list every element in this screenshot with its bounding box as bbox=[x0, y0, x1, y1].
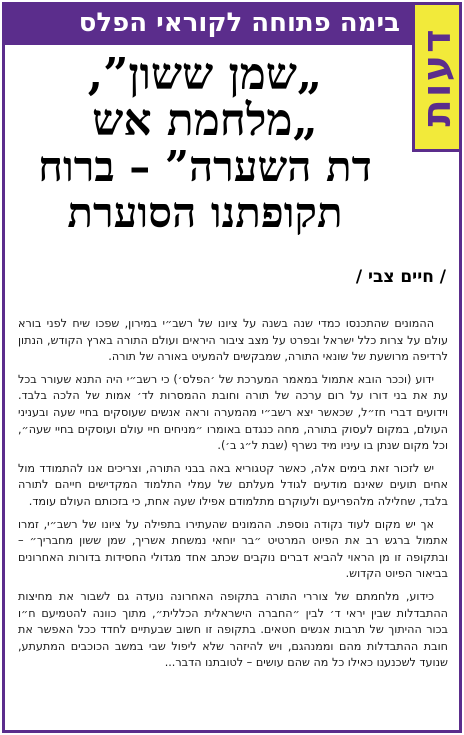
headline-line-3: דת השערה” – ברוח bbox=[38, 142, 372, 191]
body-paragraph: יש לזכור זאת בימים אלה, כאשר קטגוריא באה בבני התורה, וצריכים אנו להתמודד מול אחים תועים שאינם מודעים לגודל מעלתם של עמלי התלמוד המקדישים חייהם לתורה בלבד, שחלילה מלהפריעם ולעוקרם מתלמודם אפילו שעה אחת, כי בזכותם העולם עומד. bbox=[18, 461, 448, 508]
section-header: בימה פתוחה לקוראי הפלס bbox=[2, 2, 412, 45]
author-byline: / חיים צבי / bbox=[355, 267, 446, 287]
headline-line-1: „שמן ששון”, bbox=[87, 49, 323, 100]
article-headline bbox=[14, 49, 396, 237]
article-body bbox=[18, 316, 448, 726]
body-paragraph: ידוע (וככר הובא אתמול במאמר המערכת של ׳הפלס׳) כי רשב״י היה התנא שעורר בכל עת את בני דורו על רום ערכה של תורה וחובת ההמסרות לד׳ אמות של הלכה בלבד. וידועים דברי חז״ל, שכאשר יצא רשב״י מהמערה וראה אנשים שעוסקים בחיי שעה ובעניני העולם, במקום לעסוק בתורה, מחה כנגדם באומרו ״מניחים חיי עולם ועוסקים בחיי שעה״, וכל מקום שנתן בו עיניו מיד נשרף (שבת ל״ג ב׳). bbox=[18, 372, 448, 453]
body-paragraph: כידוע, מלחמתם של צוררי התורה בתקופה האחרונה נועדה גם לשבור את מחיצות ההתבדלות שבין יראי ד׳ לבין ״החברה הישראלית הכללית״, מתוך כוונה להטמיעם ח״ו בכור ההיתוך של תרבות אנשים חטאים. בתקופה זו חשוב שבעתיים לחדד ככל האפשר את חובת ההתבדלות מהם וממנהגם, ויש להיזהר שלא ליפול שבי במשב הכוכבים המתעתע, שנועד לשכנענו כאילו כל מה שהם עושים – לטובתנו הדבר... bbox=[18, 589, 448, 670]
body-paragraph: אך יש מקום לעוד נקודה נוספת. ההמונים שהעתירו בתפילה על ציונו של רשב״י, זמרו אתמול ברגש רב את הפיוט המרטיט ״בר יוחאי נמשחת אשריך, שמן ששון מחבריך״ – ובתקופה זו מן הראוי להביא דברים נוקבים שכתב אחד מגדולי החסידות בדורות האחרונים בביאור הפיוט הקדוש. bbox=[18, 517, 448, 581]
section-tab bbox=[412, 2, 462, 152]
headline-line-2: „מלחמת אש bbox=[92, 95, 318, 146]
headline-line-4: תקופתנו הסוערת bbox=[67, 188, 343, 237]
section-tab-label: דעות bbox=[414, 27, 460, 127]
body-paragraph: ההמונים שהתכנסו כמדי שנה בשנה על ציונו של רשב״י במירון, שפכו שיח לפני בורא עולם על צרות כלל ישראל ובפרט על מצב ציבור היראים ועולם התורה בארץ הקודש, הנתון לרדיפה מרושעת של שונאי התורה, שמבקשים להמעיט באורה של תורה. bbox=[18, 317, 448, 364]
